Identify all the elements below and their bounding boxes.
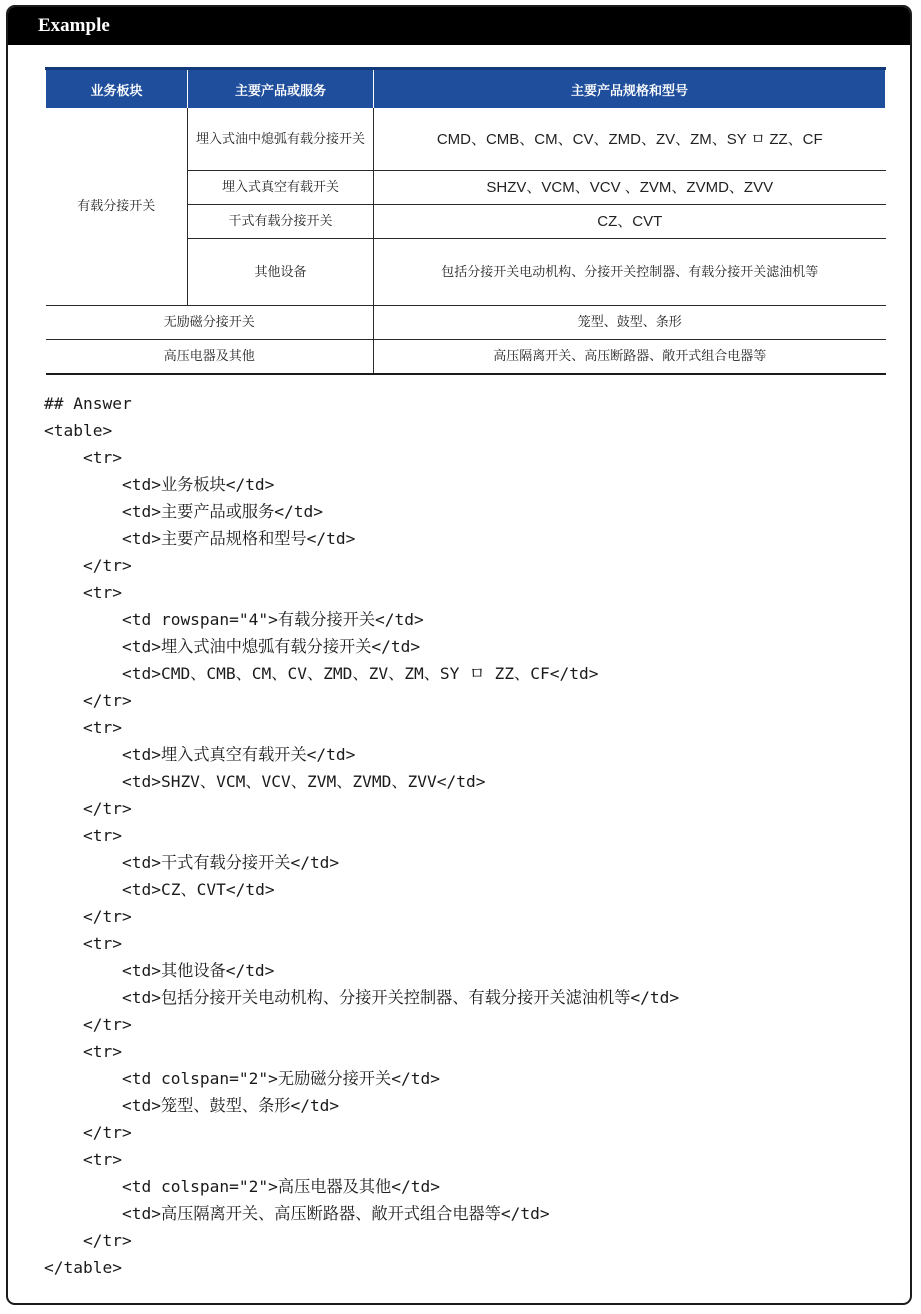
code-line: </tr> <box>44 1015 132 1034</box>
code-line: <td>主要产品规格和型号</td> <box>44 529 356 548</box>
spec-cell: 笼型、鼓型、条形 <box>374 306 886 340</box>
code-line: </tr> <box>44 556 132 575</box>
product-cell: 埋入式油中熄弧有载分接开关 <box>188 108 374 171</box>
code-line: <td colspan="2">高压电器及其他</td> <box>44 1177 440 1196</box>
product-cell: 干式有载分接开关 <box>188 205 374 239</box>
code-line: <td>其他设备</td> <box>44 961 275 980</box>
code-line: <td colspan="2">无励磁分接开关</td> <box>44 1069 440 1088</box>
code-line: <td>埋入式真空有载开关</td> <box>44 745 356 764</box>
spec-cell: 高压隔离开关、高压断路器、敞开式组合电器等 <box>374 340 886 375</box>
code-line: <td>干式有载分接开关</td> <box>44 853 340 872</box>
spec-cell: CMD、CMB、CM、CV、ZMD、ZV、ZM、SY ㅁ ZZ、CF <box>374 108 886 171</box>
code-line: <td>笼型、鼓型、条形</td> <box>44 1096 340 1115</box>
code-line: </tr> <box>44 1123 132 1142</box>
table-row <box>46 306 886 340</box>
product-table-image <box>45 67 885 375</box>
code-line: <td rowspan="4">有载分接开关</td> <box>44 610 424 629</box>
code-line: ## Answer <box>44 394 132 413</box>
code-line: <td>CZ、CVT</td> <box>44 880 275 899</box>
card-title: Example <box>8 7 910 45</box>
code-line: <td>包括分接开关电动机构、分接开关控制器、有载分接开关滤油机等</td> <box>44 988 680 1007</box>
code-line: <tr> <box>44 826 122 845</box>
spec-cell: 包括分接开关电动机构、分接开关控制器、有载分接开关滤油机等 <box>374 239 886 306</box>
product-cell: 埋入式真空有载开关 <box>188 171 374 205</box>
code-line: <td>SHZV、VCM、VCV、ZVM、ZVMD、ZVV</td> <box>44 772 486 791</box>
code-line: <tr> <box>44 583 122 602</box>
code-line: <table> <box>44 421 113 440</box>
code-line: <td>业务板块</td> <box>44 475 275 494</box>
code-line: </tr> <box>44 691 132 710</box>
code-line: <tr> <box>44 718 122 737</box>
spec-cell: SHZV、VCM、VCV 、ZVM、ZVMD、ZVV <box>374 171 886 205</box>
code-line: <tr> <box>44 934 122 953</box>
answer-code-block <box>44 390 679 1281</box>
code-line: </table> <box>44 1258 122 1277</box>
code-line: <tr> <box>44 1042 122 1061</box>
code-line: </tr> <box>44 1231 132 1250</box>
code-line: <tr> <box>44 448 122 467</box>
product-cell: 其他设备 <box>188 239 374 306</box>
code-line: <td>主要产品或服务</td> <box>44 502 323 521</box>
code-line: <td>埋入式油中熄弧有载分接开关</td> <box>44 637 421 656</box>
code-line: <tr> <box>44 1150 122 1169</box>
table-row <box>46 108 886 171</box>
product-table <box>45 67 886 375</box>
code-line: </tr> <box>44 907 132 926</box>
header-cell: 主要产品规格和型号 <box>374 69 886 109</box>
table-row <box>46 340 886 375</box>
code-line: </tr> <box>44 799 132 818</box>
span-label-cell: 高压电器及其他 <box>46 340 374 375</box>
code-line: <td>高压隔离开关、高压断路器、敞开式组合电器等</td> <box>44 1204 550 1223</box>
spec-cell: CZ、CVT <box>374 205 886 239</box>
span-label-cell: 无励磁分接开关 <box>46 306 374 340</box>
group-cell: 有载分接开关 <box>46 108 188 306</box>
example-card <box>6 5 912 1305</box>
header-cell: 主要产品或服务 <box>188 69 374 109</box>
code-line: <td>CMD、CMB、CM、CV、ZMD、ZV、ZM、SY ㅁ ZZ、CF</td> <box>44 664 599 683</box>
header-cell: 业务板块 <box>46 69 188 109</box>
table-header-row <box>46 69 886 109</box>
